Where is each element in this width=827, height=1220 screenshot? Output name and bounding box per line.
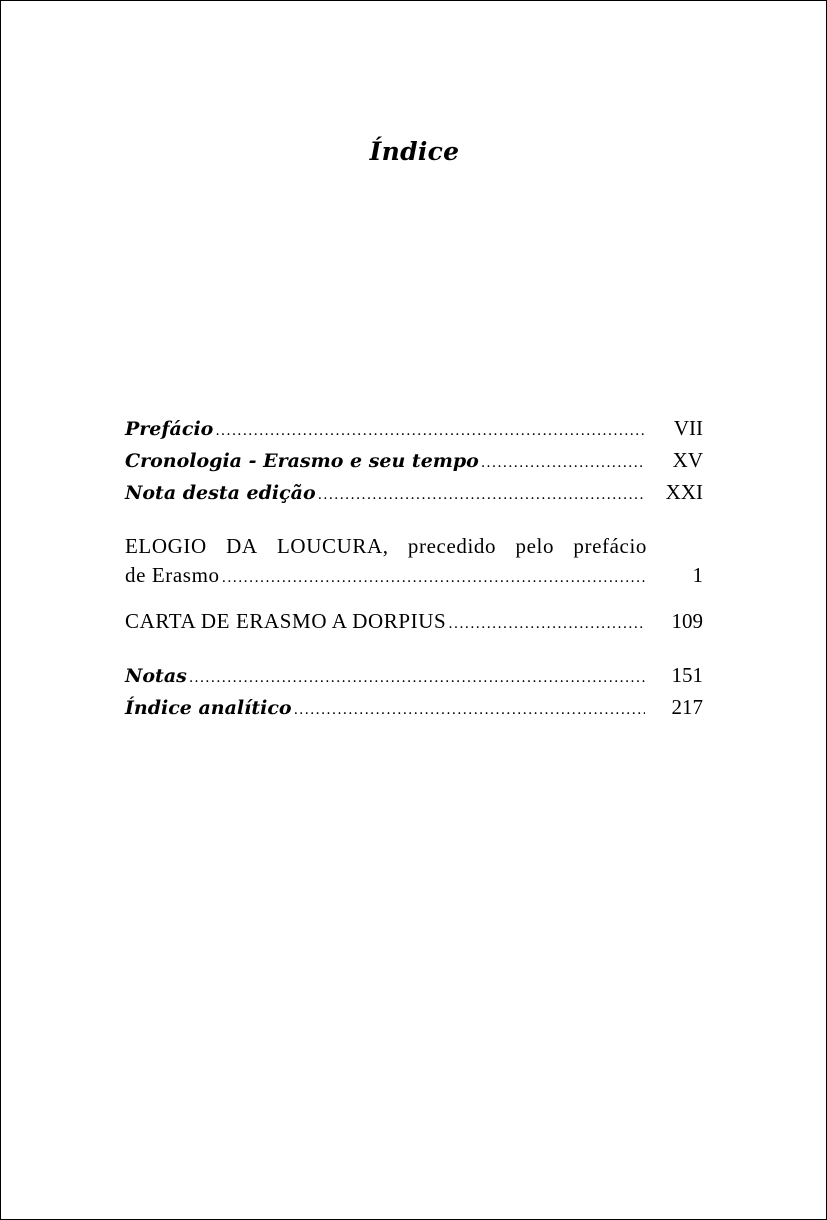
toc-entry-label: Nota desta edição xyxy=(125,482,316,504)
toc-entry-label: de Erasmo xyxy=(125,563,220,587)
toc-entry-nota xyxy=(125,478,703,510)
toc-entry-page: 1 xyxy=(692,563,703,587)
toc-word: pelo xyxy=(515,534,555,558)
toc-entry-elogio-line1 xyxy=(125,532,647,561)
toc-word: DA xyxy=(226,534,258,558)
toc-entry-page: 217 xyxy=(671,695,703,719)
toc-entry-indice-analitico xyxy=(125,693,703,725)
toc-entry-cronologia xyxy=(125,446,703,478)
toc-back-matter xyxy=(125,661,703,725)
toc-entry-page: XV xyxy=(672,448,703,472)
toc-word: prefácio xyxy=(573,534,647,558)
toc-entry-label: CARTA DE ERASMO A DORPIUS xyxy=(125,609,447,633)
toc-entry-label: Prefácio xyxy=(125,418,214,440)
toc-entry-notas xyxy=(125,661,703,693)
toc-main-work xyxy=(125,532,703,593)
toc-entry-prefacio xyxy=(125,414,703,446)
dot-leader xyxy=(294,696,645,725)
toc-word: precedido xyxy=(407,534,497,558)
toc-entry-elogio-line2 xyxy=(125,561,703,593)
dot-leader xyxy=(318,481,645,510)
toc-entry-page: 151 xyxy=(671,663,703,687)
dot-leader xyxy=(215,417,645,446)
toc-entry-page: XXI xyxy=(665,480,703,504)
dot-leader xyxy=(448,610,645,639)
dot-leader xyxy=(189,664,645,693)
toc-word: LOUCURA, xyxy=(277,534,389,558)
dot-leader xyxy=(481,449,645,478)
dot-leader xyxy=(222,564,645,593)
toc-entry-label: Índice analítico xyxy=(125,697,292,719)
toc-entry-label: Notas xyxy=(125,665,187,687)
toc-entry-carta xyxy=(125,607,703,639)
toc-entry-label: Cronologia - Erasmo e seu tempo xyxy=(125,450,479,472)
toc-entry-page: VII xyxy=(673,416,703,440)
toc-word: ELOGIO xyxy=(125,534,207,558)
toc-front-matter xyxy=(125,414,703,510)
page-title: Índice xyxy=(369,137,460,166)
toc-entry-page: 109 xyxy=(671,609,703,633)
table-of-contents xyxy=(125,414,703,725)
toc-letter xyxy=(125,607,703,639)
